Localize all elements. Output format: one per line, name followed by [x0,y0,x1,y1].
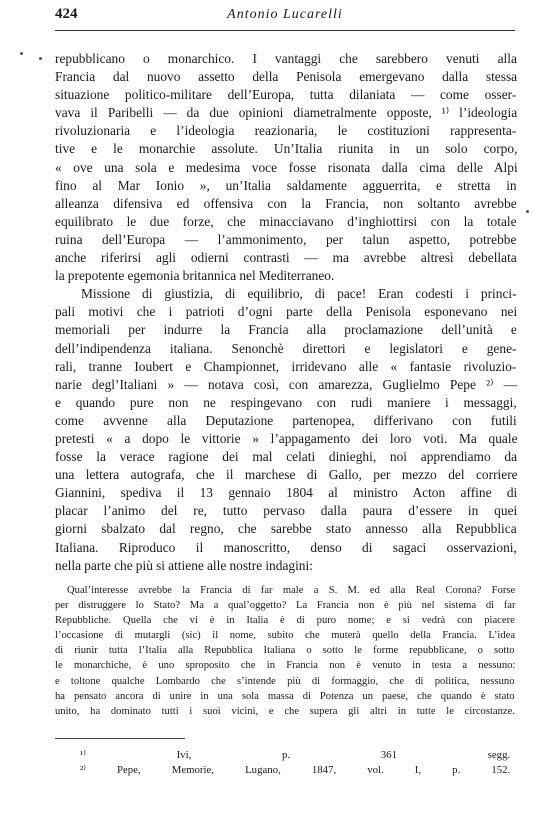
text-line: e quando pure non ne respingevano con rudi maniere i messaggi, [55,394,517,410]
text-line: fosse la verace ragione dei mal celati dinieghi, noi apprendiamo da [55,449,518,465]
text-line: narie degl’Italiani » — notava così, con amarezza, Guglielmo Pepe ²⁾ — [55,376,517,392]
text-line: tive e le monarchie assolute. Un’Italia riunita in un solo corpo, [55,141,518,157]
text-line: pali motivi che i patrioti d’ogni parte della Penisola esponevano nei [55,304,518,320]
text-line: Giannini, spediva il 13 gennaio 1804 al ministro Acton affine di [55,485,518,501]
margin-mark-dot [526,210,529,213]
text-line: anche riferirsi agli odierni contrasti — ma avrebbe altresì debellata [55,250,517,266]
text-line: Missione di giustizia, di equilibrio, di pace! Eran codesti i princi- [81,286,517,302]
text-line: placar l’animo del re, tutto pervaso dalla paura d’essere in quei [55,503,518,519]
text-line: Italiana. Riproduco il manoscritto, denso di sagaci osservazioni, [55,539,517,555]
quote-line: unito, ha dominato tutti i suoi vicini, e che supera gli altri in tutte le circostanze. [55,705,515,717]
header-rule [55,30,515,31]
quote-line: Repubbliche. Quella che vi è in Italia è di puro nome; e si vedrà con piacere [55,615,515,627]
text-line: Francia dal nuovo assetto della Penisola emergevano dalla stessa [55,69,518,85]
page-header [55,6,515,30]
text-line: come avvenne alla Deputazione partenopea, differivano con futili [55,412,517,428]
text-line: nella parte che più si attiene alle nostre indagini: [55,557,313,573]
text-line: equilibrato le due forze, che minacciavano d’inghiottirsi con la totale [55,213,517,229]
text-line: fino al Mar Ionio », un’Italia saldamente agguerrita, e stretta in [55,177,517,193]
footnote-1: ¹⁾ Ivi, p. 361 segg. [80,749,511,761]
page-number: 424 [55,6,78,22]
margin-mark-dot [20,52,23,55]
quote-line: Qual’interesse avrebbe la Francia di far male a S. M. ed alla Real Corona? Forse [67,585,516,596]
margin-mark-dot [39,57,42,60]
footnote-2: ²⁾ Pepe, Memorie, Lugano, 1847, vol. I, p. 152. [80,764,511,776]
text-line: situazione politico-militare dell’Europa, tutta dilaniata — come osser- [55,87,517,103]
quote-line: e toltone qualche Lombardo che s’intende più di formaggio, che di politica, nessuno [55,675,515,687]
text-line: una lettera autografa, che il marchese di Gallo, per mezzo del corriere [55,467,518,483]
quote-line: per distruggere lo Stato? Ma a qual’oggetto? La Francia non è più nel sistema di far [55,600,516,612]
text-line: pretesti « a dopo le vittorie » l’appagamento dei loro voti. Ma quale [55,430,518,446]
text-line: alleanza difensiva ed offensiva con la Francia, non soltanto avrebbe [55,195,517,211]
text-line: dell’indipendenza italiana. Senonchè direttori e legislatori e gene- [55,340,517,356]
body-text [55,50,518,575]
text-line: la prepotente egemonia britannica nel Mediterraneo. [55,268,335,284]
quote-line: le monarchiche, è uno sproposito che in Francia non è venuto in testa a nessuno: [55,660,516,672]
text-line: rivoluzionaria e l’ideologia reazionaria, le costituzioni rappresenta- [55,123,517,139]
text-line: giorni sbalzato dal regno, che sarebbe stato annesso alla Repubblica [55,521,517,537]
footnote-rule [55,738,185,739]
text-line: ruina dell’Europa — l’ammonimento, per talun aspetto, potrebbe [55,231,517,247]
footnotes [80,748,510,778]
text-line: vava il Paribelli — da due opinioni diametralmente opposte, ¹⁾ l’ideologia [55,105,518,121]
text-line: memoriali per indurre la Francia alla proclamazione dell’unità e [55,322,517,338]
text-line: « ove una sola e medesima voce fosse risonata dalla cima delle Alpi [55,159,518,175]
text-line: repubblicano o monarchico. I vantaggi che sarebbero venuti alla [55,51,517,66]
running-title: Antonio Lucarelli [227,7,343,22]
text-line: rali, tranne Ioubert e Championnet, irridevano alle « fantasie rivoluzio- [55,358,517,374]
quote-line: di riunir tutta l’Italia alla Repubblica Italiana o sotto le forme repubblicane, o sotto [55,645,515,657]
quoted-manuscript [55,583,515,719]
quote-line: ha pensato ancora di unire in una sola massa di Potenza un paese, che quando è stato [55,690,515,702]
quote-line: l’occasione di mutargli (sic) il nome, subito che muterà quello della Francia. L’idea [55,630,516,642]
